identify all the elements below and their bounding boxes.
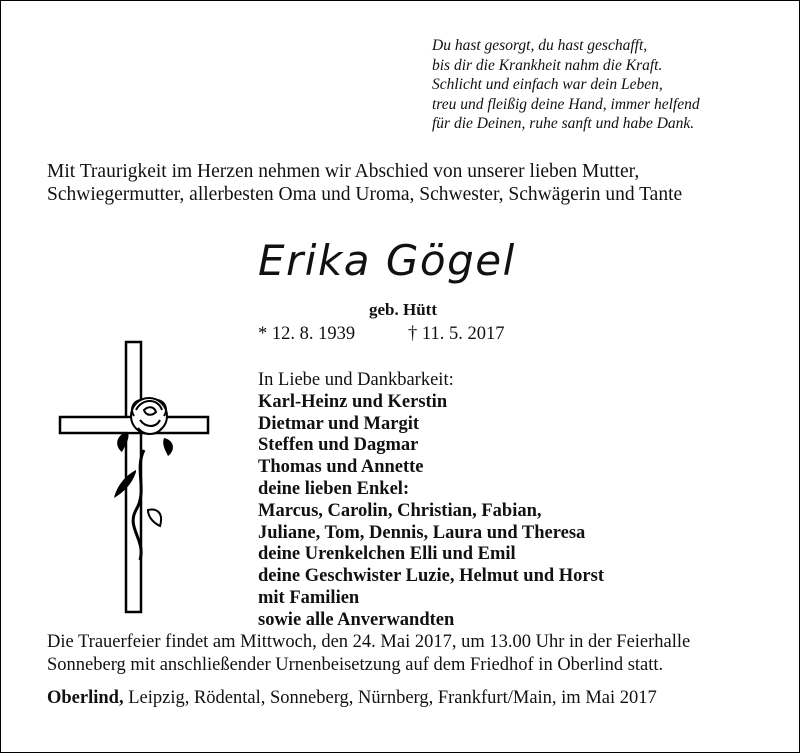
maiden-name: geb. Hütt [369,300,437,319]
poem-line: für die Deinen, ruhe sanft und habe Dank. [432,115,695,133]
mourner-line: Dietmar und Margit [258,413,419,434]
poem-line: Schlicht und einfach war dein Leben, [432,76,663,94]
mourner-line: sowie alle Anverwandten [258,609,455,630]
mourner-line: deine Geschwister Luzie, Helmut und Horst [258,566,605,587]
mourner-line: Karl-Heinz und Kerstin [258,391,448,412]
mourner-line: mit Familien [258,587,360,608]
places-line [47,688,787,709]
places-rest: Leipzig, Rödental, Sonneberg, Nürnberg, Frankfurt/Main, im Mai 2017 [123,688,657,708]
mourner-line: Juliane, Tom, Dennis, Laura und Theresa [258,522,586,543]
intro-text [47,160,777,206]
places-main: Oberlind, [47,688,124,708]
poem [432,36,782,134]
life-dates [258,324,558,345]
funeral-line: Die Trauerfeier findet am Mittwoch, den 24. Mai 2017, um 13.00 Uhr in der Feierhalle [47,632,691,652]
birth-date: * 12. 8. 1939 [258,324,356,344]
mourner-line: deine Urenkelchen Elli und Emil [258,544,516,565]
intro-line: Mit Traurigkeit im Herzen nehmen wir Abschied von unserer lieben Mutter, [47,161,640,182]
funeral-line: Sonneberg mit anschließender Urnenbeisetzung auf dem Friedhof in Oberlind statt. [47,654,664,675]
death-date: † 11. 5. 2017 [408,324,505,344]
poem-line: Du hast gesorgt, du hast geschafft, [432,37,648,54]
intro-line: Schwiegermutter, allerbesten Oma und Uroma, Schwester, Schwägerin und Tante [47,184,683,205]
cross-with-rose-icon [56,340,216,615]
mourner-line: deine lieben Enkel: [258,478,410,499]
mourners [258,370,678,632]
mourner-line: Marcus, Carolin, Christian, Fabian, [258,500,542,521]
mourners-heading: In Liebe und Dankbarkeit: [258,370,454,390]
funeral-info [47,631,787,676]
poem-line: bis dir die Krankheit nahm die Kraft. [432,56,663,74]
poem-line: treu und fleißig deine Hand, immer helfend [432,95,700,113]
mourner-line: Steffen und Dagmar [258,435,419,456]
mourner-line: Thomas und Annette [258,457,424,478]
deceased-name: Erika Gögel [258,236,516,285]
